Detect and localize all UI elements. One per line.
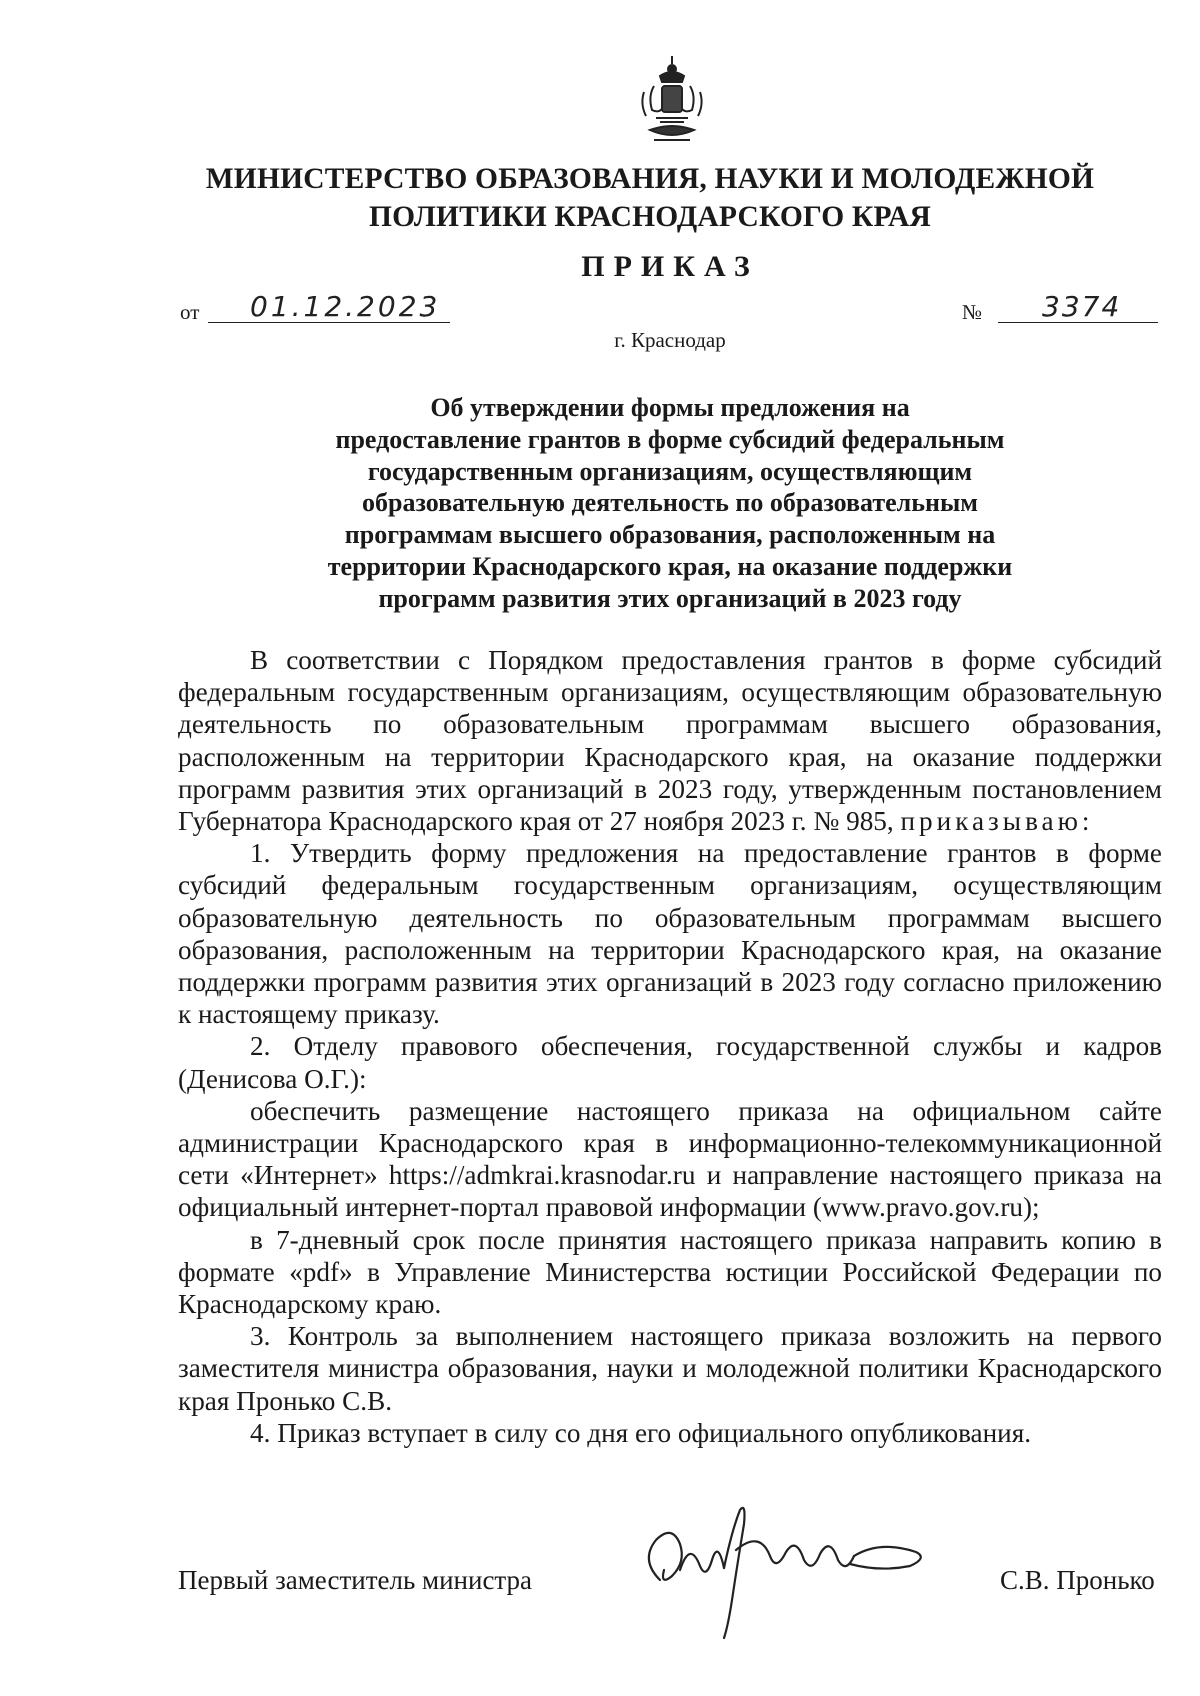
item-3: 3. Контроль за выполнением настоящего приказа возложить на первого заместителя министра образования, науки и молодежной политики Краснодарского края Пронько С.В.: [178, 1321, 1162, 1416]
signatory-position: Первый заместитель министра: [178, 1565, 533, 1595]
ministry-name: [180, 160, 1120, 236]
number-label: №: [962, 300, 983, 324]
item-2-b: в 7-дневный срок после принятия настоящего приказа направить копию в формате «pdf» в Управление Министерства юстиции Российской Федерации по Краснодарскому краю.: [178, 1224, 1162, 1320]
subject-line: предоставление грантов в форме субсидий федеральным: [335, 424, 1005, 454]
subject-line: Об утверждении формы предложения на: [430, 393, 910, 422]
item-4: 4. Приказ вступает в силу со дня его официального опубликования.: [250, 1417, 1032, 1448]
item-1: 1. Утвердить форму предложения на предоставление грантов в форме субсидий федеральным государственным организациям, осуществляющим образовательную деятельность по образовательным программам высшего образования, расположенным на территории Краснодарского края, на оказание поддержки программ развития этих организаций в 2023 году согласно приложению к настоящему приказу.: [178, 838, 1162, 1030]
preamble-text: В соответствии с Порядком предоставления грантов в форме субсидий федеральным государственным организациям, осуществляющим образовательную деятельность по образовательным программам высшего образования, расположенным на территории Краснодарского края, на оказание поддержки программ развития этих организаций в 2023 году, утвержденным постановлением Губернатора Краснодарского края от 27 ноября 2023 г. № 985,: [178, 645, 1162, 837]
coat-of-arms-icon: [634, 52, 710, 148]
subject-line: территории Краснодарского края, на оказание поддержки: [327, 551, 1013, 581]
signatory-name: С.В. Пронько: [1000, 1565, 1155, 1595]
ministry-line-2: ПОЛИТИКИ КРАСНОДАРСКОГО КРАЯ: [369, 201, 931, 233]
subject-line: программам высшего образования, расположенным на: [344, 520, 996, 550]
order-body: [178, 644, 1162, 1449]
order-title: ПРИКАЗ: [581, 250, 759, 283]
signature-icon: [620, 1500, 940, 1640]
order-word: приказываю:: [900, 806, 1094, 837]
subject-line: образовательную деятельность по образовательным: [361, 488, 978, 518]
date-value: 01.12.2023: [250, 290, 441, 323]
ministry-line-1: МИНИСТЕРСТВО ОБРАЗОВАНИЯ, НАУКИ И МОЛОДЕЖНОЙ: [205, 163, 1095, 195]
subject-line: государственным организациям, осуществляющим: [367, 456, 973, 486]
number-value: 3374: [1042, 290, 1122, 323]
order-subject: [250, 392, 1090, 615]
item-2-a: обеспечить размещение настоящего приказа на официальном сайте администрации Краснодарского края в информационно-телекоммуникационной сети «Интернет» https://admkrai.krasnodar.ru и направление настоящего приказа на официальный интернет-портал правовой информации (www.pravo.gov.ru);: [178, 1095, 1162, 1223]
item-2: 2. Отделу правового обеспечения, государственной службы и кадров (Денисова О.Г.):: [178, 1031, 1162, 1094]
subject-line: программ развития этих организаций в 2023 году: [378, 583, 962, 613]
date-label: от: [180, 300, 200, 324]
preamble-paragraph: [178, 644, 1162, 837]
city: г. Краснодар: [614, 328, 726, 352]
